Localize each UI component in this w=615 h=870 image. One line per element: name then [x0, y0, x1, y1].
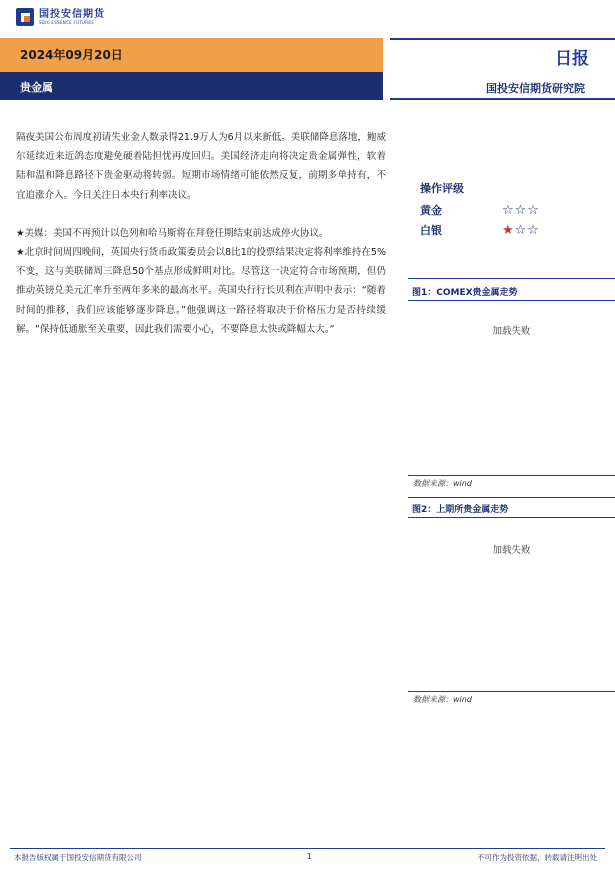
- rating-title: 操作评级: [420, 182, 464, 195]
- footer-copyright: 本报告版权属于国投安信期货有限公司: [14, 853, 142, 862]
- paragraph-news-1: ★美媒：美国不再预计以色列和哈马斯将在拜登任期结束前达成停火协议。: [16, 227, 329, 239]
- rating-name: 白银: [420, 224, 442, 237]
- institute-name: 国投安信期货研究院: [486, 82, 585, 95]
- figure-1-rule: [408, 278, 615, 279]
- figure-2-source-rule: [408, 691, 615, 692]
- logo-icon: [16, 8, 34, 26]
- report-date: 2024年09月20日: [20, 48, 123, 62]
- report-type: 日报: [555, 49, 589, 69]
- header-rule-top: [390, 38, 615, 40]
- logo-en: SDIC ESSENCE FUTURES: [39, 19, 95, 25]
- figure-2-title: 图2：上期所贵金属走势: [412, 505, 509, 515]
- footer-rule: [10, 848, 605, 849]
- paragraph-news-2: ★北京时间周四晚间，英国央行货币政策委员会以8比1的投票结果决定将利率维持在5%不变，这与美联储周三降息50个基点形成鲜明对比。尽管这一决定符合市场预期，但仍推动英镑兑美元汇率升至两年多来的最高水平。英国央行行长贝利在声明中表示：“随着时间的推移，我们应该能够逐步降息。”他强调这一路径将取决于价格压力是否持续缓解。“保持低通胀至关重要，因此我们需要小心，不要降息太快或降幅太大。”: [16, 247, 386, 335]
- figure-1-rule-bottom: [408, 300, 615, 301]
- header-date-bar: [0, 38, 383, 72]
- rating-row-silver: [420, 220, 580, 240]
- figure-2-placeholder: 加载失败: [492, 545, 531, 556]
- rating-stars-icon: ★☆☆: [502, 222, 540, 238]
- rating-row-gold: [420, 200, 580, 220]
- header-rule-bottom: [390, 98, 615, 100]
- company-logo: [16, 8, 105, 26]
- report-category: 贵金属: [20, 81, 53, 94]
- operation-rating: [420, 180, 580, 240]
- page-number: 1: [307, 852, 312, 861]
- report-body: [16, 128, 386, 339]
- rating-name: 黄金: [420, 204, 442, 217]
- paragraph-summary: 隔夜美国公布周度初请失业金人数录得21.9万人为6月以来新低。美联储降息落地，鲍威尔延续近来近鸽态度避免硬着陆担忧再度回归。美国经济走向将决定贵金属弹性，软着陆和温和降息路径下贵金驱动将转弱。短期市场情绪可能依然反复，前期多单持有，不宜追涨介入。今日关注日本央行利率决议。: [16, 132, 386, 201]
- figure-2-rule-bottom: [408, 517, 615, 518]
- figure-1-placeholder: 加载失败: [492, 326, 531, 337]
- figure-1-title: 图1：COMEX贵金属走势: [412, 288, 518, 298]
- figure-2-rule: [408, 497, 615, 498]
- figure-1-source: 数据来源：wind: [413, 479, 472, 488]
- logo-cn: 国投安信期货: [39, 8, 105, 20]
- logo-text: [39, 9, 105, 26]
- figure-1-source-rule: [408, 475, 615, 476]
- rating-stars-icon: ☆☆☆: [502, 202, 540, 218]
- figure-2-source: 数据来源：wind: [413, 695, 472, 704]
- footer-disclaimer: 不可作为投资依据，转载请注明出处: [477, 853, 597, 862]
- header-category-bar: [0, 72, 383, 100]
